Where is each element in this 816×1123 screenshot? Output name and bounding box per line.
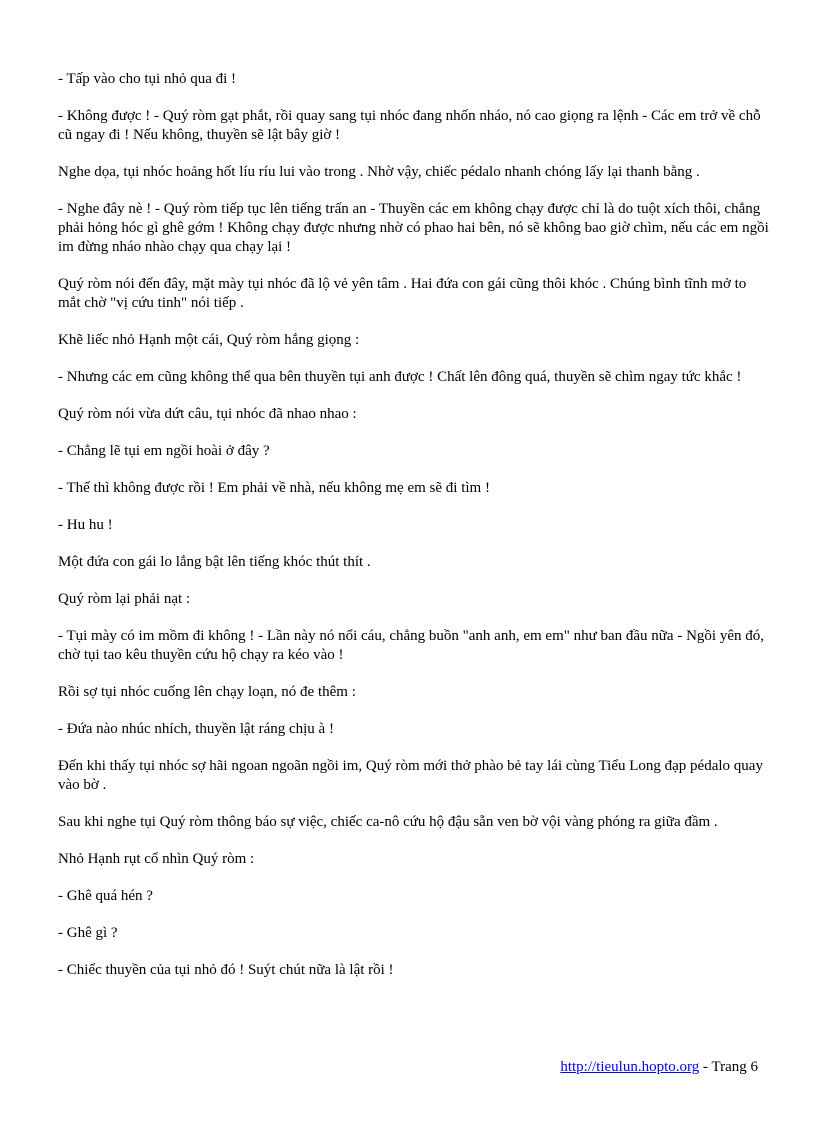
paragraph: Đến khi thấy tụi nhóc sợ hãi ngoan ngoãn ngồi im, Quý ròm mới thở phào bẻ tay lái cùng Tiểu Long đạp pédalo quay vào bờ .: [58, 758, 763, 793]
page-footer: [560, 1058, 758, 1077]
paragraph: - Tấp vào cho tụi nhỏ qua đi !: [58, 71, 237, 87]
paragraph: - Hu hu !: [58, 517, 113, 533]
paragraph: - Ghê gì ?: [58, 925, 118, 941]
paragraph: - Nghe đây nè ! - Quý ròm tiếp tục lên tiếng trấn an - Thuyền các em không chạy được chỉ là do tuột xích thôi, chẳng phải hỏng hóc gì ghê gớm ! Không chạy được nhưng nhờ có phao hai bên, nó sẽ không bao giờ chìm, nếu các em ngồi im đừng nháo nhào chạy qua chạy lại !: [58, 201, 769, 255]
footer-link[interactable]: http://tieulun.hopto.org: [560, 1059, 700, 1075]
paragraph: - Ghê quá hén ?: [58, 888, 153, 904]
paragraph: Khẽ liếc nhỏ Hạnh một cái, Quý ròm hắng giọng :: [58, 332, 360, 348]
paragraph: Rồi sợ tụi nhóc cuống lên chạy loạn, nó đe thêm :: [58, 684, 356, 700]
paragraph: - Tụi mày có im mồm đi không ! - Lần này nó nổi cáu, chẳng buồn "anh anh, em em" như ban đầu nữa - Ngồi yên đó, chờ tụi tao kêu thuyền cứu hộ chạy ra kéo vào !: [58, 628, 764, 663]
paragraph: - Nhưng các em cũng không thể qua bên thuyền tụi anh được ! Chất lên đông quá, thuyền sẽ chìm ngay tức khắc !: [58, 369, 742, 385]
paragraph: - Chẳng lẽ tụi em ngồi hoài ở đây ?: [58, 443, 270, 459]
paragraph: Một đứa con gái lo lắng bật lên tiếng khóc thút thít .: [58, 554, 371, 570]
paragraph: Nhỏ Hạnh rụt cổ nhìn Quý ròm :: [58, 851, 255, 867]
page-number-label: - Trang 6: [699, 1059, 758, 1075]
page-body: [58, 70, 770, 998]
paragraph: Quý ròm lại phải nạt :: [58, 591, 191, 607]
paragraph: Nghe dọa, tụi nhóc hoảng hốt líu ríu lui vào trong . Nhờ vậy, chiếc pédalo nhanh chóng lấy lại thanh bằng .: [58, 164, 700, 180]
paragraph: - Thế thì không được rồi ! Em phải về nhà, nếu không mẹ em sẽ đi tìm !: [58, 480, 490, 496]
paragraph: - Chiếc thuyền của tụi nhỏ đó ! Suýt chút nữa là lật rồi !: [58, 962, 394, 978]
paragraph: - Không được ! - Quý ròm gạt phắt, rồi quay sang tụi nhóc đang nhốn nháo, nó cao giọng ra lệnh - Các em trở về chỗ cũ ngay đi ! Nếu không, thuyền sẽ lật bây giờ !: [58, 108, 761, 143]
paragraph: - Đứa nào nhúc nhích, thuyền lật ráng chịu à !: [58, 721, 334, 737]
paragraph: Quý ròm nói đến đây, mặt mày tụi nhóc đã lộ vẻ yên tâm . Hai đứa con gái cũng thôi khóc . Chúng bình tĩnh mở to mắt chờ "vị cứu tinh" nói tiếp .: [58, 276, 747, 311]
paragraph: Quý ròm nói vừa dứt câu, tụi nhóc đã nhao nhao :: [58, 406, 357, 422]
paragraph: Sau khi nghe tụi Quý ròm thông báo sự việc, chiếc ca-nô cứu hộ đậu sẵn ven bờ vội vàng phóng ra giữa đầm .: [58, 814, 718, 830]
